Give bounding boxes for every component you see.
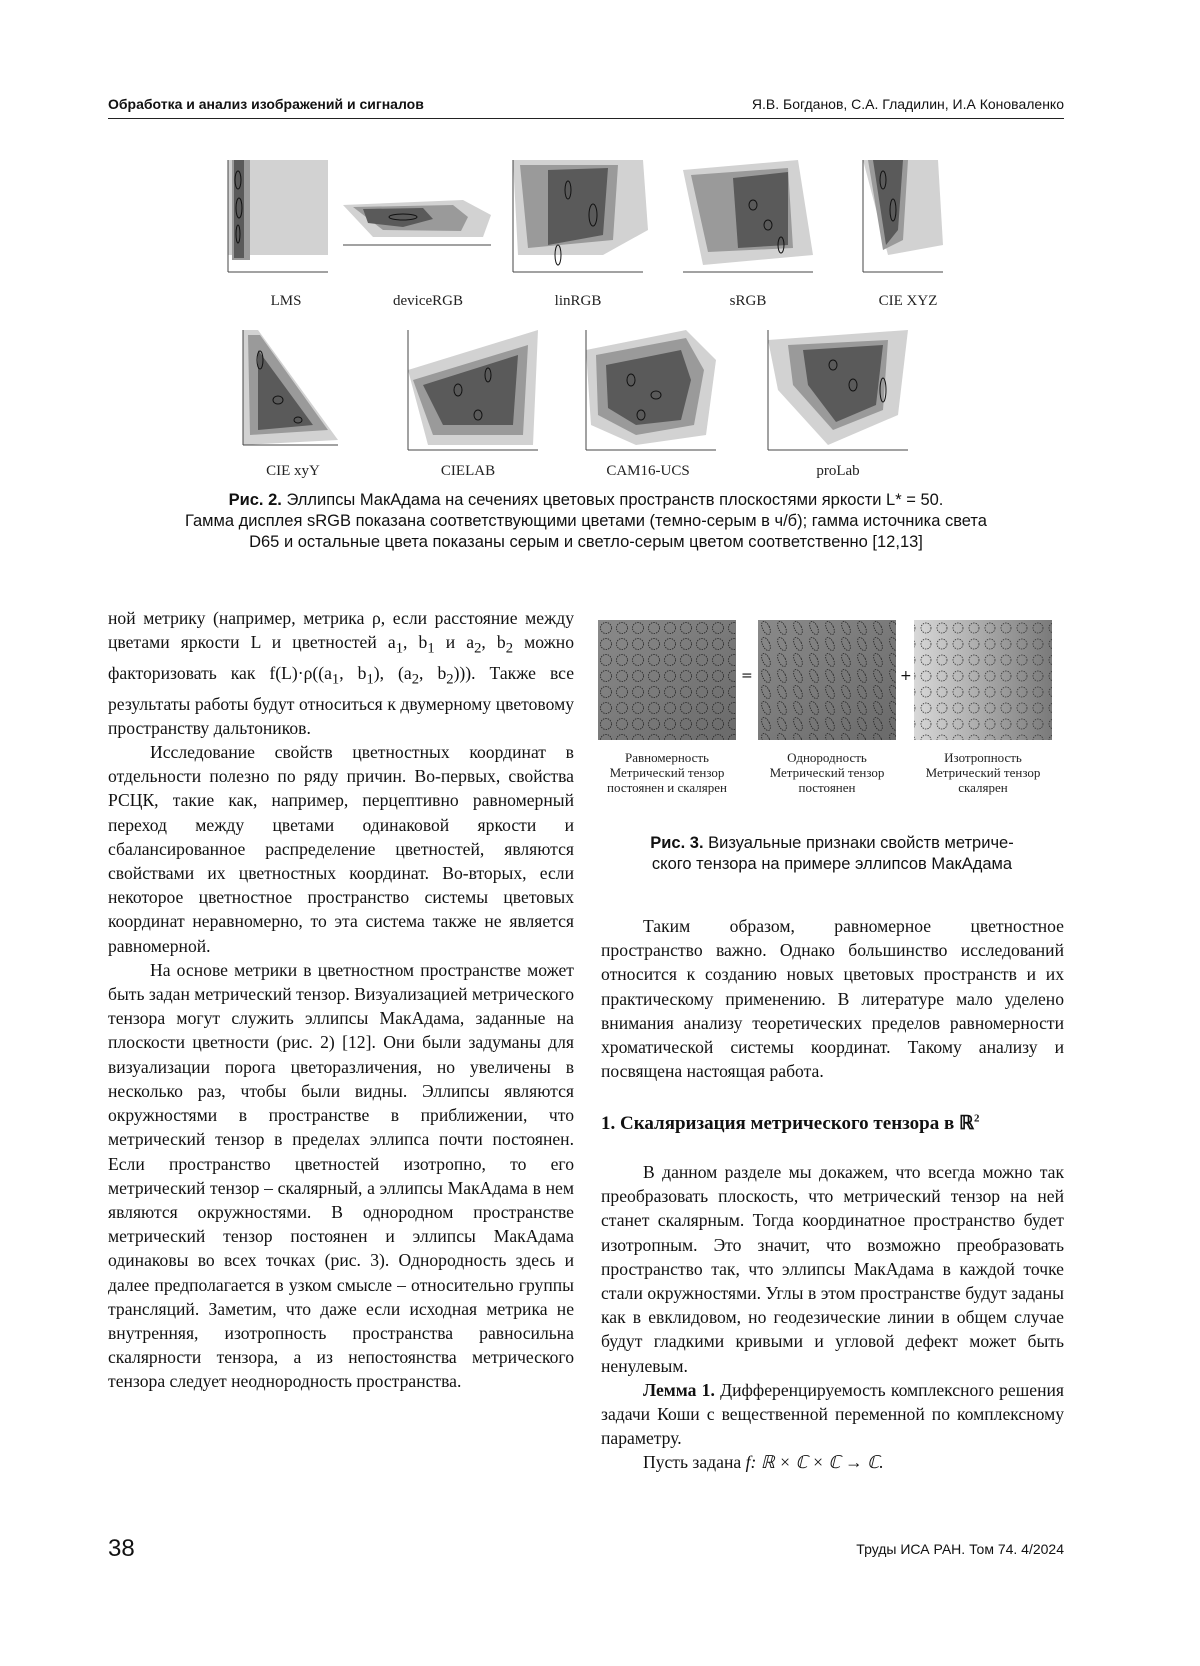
figure-2-plots xyxy=(108,160,1064,470)
plot-ciexyy xyxy=(243,330,338,445)
plot-cam16ucs xyxy=(586,330,716,450)
figure-2-caption xyxy=(108,490,1064,553)
panel-label-devicergb: deviceRGB xyxy=(393,293,463,309)
fig3-label-uniform: Равномерность Метрический тензор постоянен и скалярен xyxy=(607,750,727,795)
figure-2 xyxy=(108,160,1064,590)
header-authors: Я.В. Богданов, С.А. Гладилин, И.А Коноваленко xyxy=(751,96,1064,112)
right-paragraph-1: Таким образом, равномерное цветностное пространство важно. Однако большинство исследований относится к созданию новых цветовых пространств и их практическому применению. В литературе мало уделено внимания анализу теоретических пределов равномерности хроматической системы координат. Такому анализу и посвящена настоящая работа. xyxy=(601,916,1064,1082)
plot-cielab xyxy=(408,330,538,450)
panel-label-cam16ucs: CAM16-UCS xyxy=(606,463,690,479)
fig3-label-isotropic: Изотропность Метрический тензор скалярен xyxy=(925,750,1041,795)
plot-ciexyz xyxy=(863,160,943,272)
panel-label-lms: LMS xyxy=(270,293,302,309)
figure-3-panels xyxy=(598,620,1066,745)
fig3-isotropic-panel xyxy=(914,620,1052,740)
panel-label-srgb: sRGB xyxy=(729,293,767,309)
panel-label-prolab: proLab xyxy=(816,463,860,479)
plot-srgb xyxy=(683,160,813,272)
panel-label-ciexyz: CIE XYZ xyxy=(878,293,938,309)
lemma-1: Лемма 1. Дифференцируемость комплексного решения задачи Коши с вещественной переменной по комплексному параметру. xyxy=(601,1379,1064,1449)
right-paragraph-2: В данном разделе мы докажем, что всегда можно так преобразовать плоскость, что метрический тензор на ней станет скалярным. Тогда координатное пространство будет изотропным. Это значит, что возможно преобразовать пространство так, что эллипсы МакАдама в каждой точке стали окружностями. Углы в этом пространстве будут заданы как в евклидовом, но геодезические линии в общем случае будут гладкими кривыми и угловой дефект может быть ненулевым. xyxy=(601,1162,1064,1376)
right-column-bottom xyxy=(601,1160,1064,1475)
left-paragraph-1: ной метрику (например, метрика ρ, если расстояние между цветами яркости L и цветностей $a_1$, $b_1$ и $a_2$, $b_2$ можно факторизовать как $f(L)\cdot\rho((a_1$, $b_1$), ($a_2$, $b_2$))). Также все результаты работы будут относиться к двумерному цветовому пространству дальтоников. xyxy=(108,608,575,738)
figure-3-label: Рис. 3. xyxy=(650,834,704,852)
running-header xyxy=(108,96,1064,119)
fig3-homogeneous-panel xyxy=(758,620,896,740)
plot-prolab xyxy=(768,330,908,450)
left-paragraph-2: Исследование свойств цветностных координат в отдельности полезно по ряду причин. Во-первых, свойства РСЦК, такие как, например, перцептивно равномерный переход между цветами одинаковой яркости и сбалансированное распределение цветностей, являются свойствами их цветностных координат. Во-вторых, если некоторое цветностное пространство системы цветовых координат неравномерно, то эта система также не является равномерной. xyxy=(108,742,574,956)
equals-sign: = xyxy=(741,668,753,684)
plot-linrgb xyxy=(513,160,648,272)
fig3-label-homogeneous: Однородность Метрический тензор постоянен xyxy=(769,750,885,795)
left-paragraph-3: На основе метрики в цветностном пространстве может быть задан метрический тензор. Визуализацией метрического тензора могут служить эллипсы МакАдама, заданные на плоскости цветности (рис. 2) [12]. Они были задуманы для визуализации порога цветоразличения, но увеличены в несколько раз, чтобы были видны. Эллипсы являются окружностями в пространстве в приближении, что метрический тензор в пределах эллипса почти постоянен. Если пространство цветностей изотропно, то его метрический тензор – скалярный, а эллипсы МакАдама в нем являются окружностями. В однородном пространстве метрический тензор постоянен и эллипсы МакАдама одинаковы во всех точках (рис. 3). Однородность здесь и далее предполагается в узком смысле – относительно группы трансляций. Заметим, что даже если исходная метрика не внутренняя, изотропность пространства равносильна скалярности тензора, а из непостоянства метрического тензора следует неоднородность пространства. xyxy=(108,959,574,1392)
figure-2-caption-line3: D65 и остальные цвета показаны серым и светло-серым цветом соответственно [12,13] xyxy=(249,533,923,551)
panel-label-ciexyy: CIE xyY xyxy=(266,463,320,479)
figure-3-caption: Рис. 3. Визуальные признаки свойств метриче- ского тензора на примере эллипсов МакАдама xyxy=(650,834,1014,873)
page-number: 38 xyxy=(108,1535,135,1562)
panel-label-linrgb: linRGB xyxy=(554,293,602,309)
plus-sign: + xyxy=(900,668,912,684)
right-column-top xyxy=(601,914,1064,1083)
panel-label-cielab: CIELAB xyxy=(440,463,496,479)
plot-lms xyxy=(228,160,328,272)
header-section-title: Обработка и анализ изображений и сигналов xyxy=(108,96,424,112)
fig3-uniform-panel xyxy=(598,620,736,740)
section-title: 1. Скаляризация метрического тензора в ℝ$^2$ xyxy=(601,1112,980,1134)
journal-footer: Труды ИСА РАН. Том 74. 4/2024 xyxy=(856,1541,1064,1557)
figure-3 xyxy=(598,620,1066,825)
left-column xyxy=(108,606,574,1394)
plot-devicergb xyxy=(343,200,491,245)
figure-2-caption-line2: Гамма дисплея sRGB показана соответствующими цветами (темно-серым в ч/б); гамма источника света xyxy=(185,512,987,530)
right-paragraph-3: Пусть задана f: ℝ × ℂ × ℂ → ℂ. xyxy=(643,1452,884,1473)
figure-2-caption-line1: Эллипсы МакАдама на сечениях цветовых пространств плоскостями яркости L* = 50. xyxy=(286,491,944,509)
figure-2-label: Рис. 2. xyxy=(228,491,282,509)
